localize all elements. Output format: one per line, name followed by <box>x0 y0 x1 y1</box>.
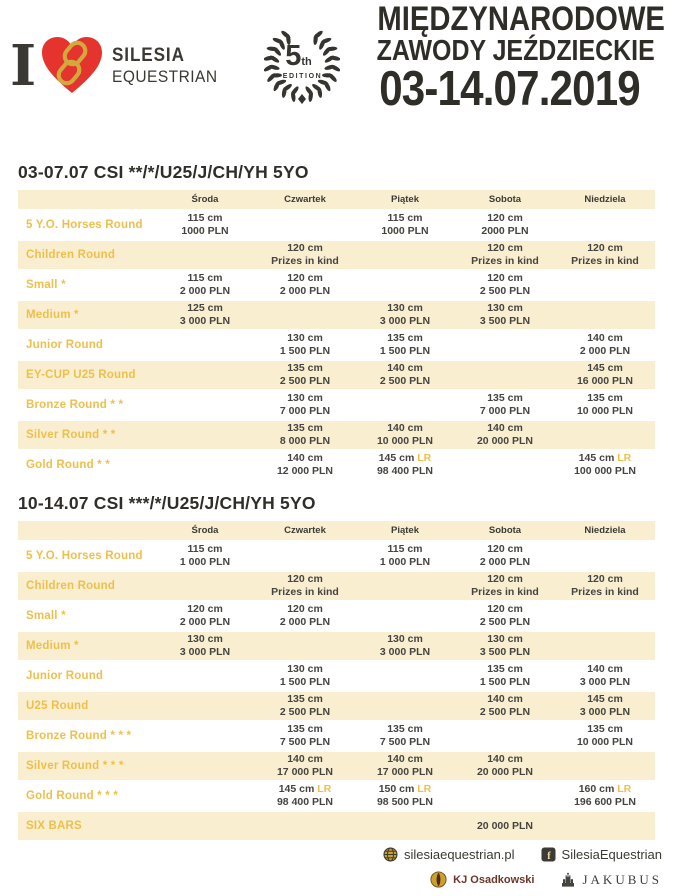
cell-height: 120 cm <box>287 603 323 615</box>
table-row <box>18 421 655 449</box>
schedule-cell <box>255 391 355 419</box>
cell-prize: 20 000 PLN <box>476 435 534 447</box>
schedule-cell <box>455 722 555 750</box>
footer-links-row <box>383 847 662 862</box>
jakubus-crest-icon <box>560 872 576 888</box>
late-registration-flag: LR <box>317 783 332 795</box>
schedule-cell <box>555 602 655 630</box>
schedule-cell <box>355 271 455 299</box>
schedule-cell <box>555 241 655 269</box>
cell-prize: 17 000 PLN <box>376 766 434 778</box>
cell-height: 130 cm <box>387 633 423 645</box>
sponsor-kj-osadkowski: KJ Osadkowski <box>453 873 535 886</box>
row-label: 5 Y.O. Horses Round <box>26 550 143 562</box>
cell-height: 120 cm <box>587 573 623 585</box>
heart-chain-icon <box>39 35 105 97</box>
day-header: Niedziela <box>584 525 626 536</box>
cell-height: 120 cm <box>287 242 323 254</box>
schedule-cell <box>555 572 655 600</box>
schedule-cell <box>555 421 655 449</box>
brand-name <box>112 46 224 86</box>
schedule-table-1 <box>18 190 655 479</box>
cell-height: 130 cm <box>387 302 423 314</box>
table-row <box>18 812 655 840</box>
cell-height: 120 cm <box>487 272 523 284</box>
cell-prize: Prizes in kind <box>471 586 539 598</box>
edition-caption: EDITION <box>282 73 323 80</box>
schedule-cell <box>555 662 655 690</box>
day-header: Sobota <box>488 525 522 536</box>
row-label: Small * <box>26 610 66 622</box>
schedule-cell <box>355 692 455 720</box>
cell-prize: 100 000 PLN <box>574 465 636 477</box>
schedule-cell <box>555 331 655 359</box>
schedule-cell <box>255 361 355 389</box>
schedule-cell <box>255 211 355 239</box>
cell-height: 115 cm <box>187 543 223 555</box>
row-label: Small * <box>26 279 66 291</box>
edition-number: 5th <box>285 40 312 72</box>
schedule-cell <box>455 602 555 630</box>
facebook-icon <box>541 847 556 862</box>
schedule-cell <box>255 752 355 780</box>
table-row <box>18 692 655 720</box>
schedule-cell <box>355 421 455 449</box>
cell-prize: 2 000 PLN <box>479 556 531 568</box>
table-row <box>18 301 655 329</box>
schedule-cell <box>355 331 455 359</box>
schedule-cell <box>155 271 255 299</box>
cell-height: 135 cm <box>587 723 623 735</box>
cell-height: 120 cm <box>487 212 523 224</box>
schedule-cell <box>355 542 455 570</box>
day-header: Piątek <box>391 525 419 536</box>
cell-prize: 2 000 PLN <box>579 345 631 357</box>
table-row <box>18 241 655 269</box>
day-header: Czwartek <box>284 525 326 536</box>
schedule-content <box>0 162 700 840</box>
cell-prize: 98 400 PLN <box>376 465 434 477</box>
cell-prize: 3 000 PLN <box>579 676 631 688</box>
schedule-cell <box>255 542 355 570</box>
cell-prize: 2 500 PLN <box>479 706 531 718</box>
cell-height: 140 cm <box>487 693 523 705</box>
schedule-cell <box>455 662 555 690</box>
cell-height: 160 cm LR <box>578 783 632 795</box>
cell-prize: 17 000 PLN <box>276 766 334 778</box>
facebook-link[interactable]: SilesiaEquestrian <box>561 847 662 862</box>
table-row <box>18 542 655 570</box>
cell-height: 120 cm <box>287 272 323 284</box>
cell-prize: 20 000 PLN <box>476 819 534 832</box>
table-row <box>18 602 655 630</box>
cell-height: 120 cm <box>487 543 523 555</box>
cell-height: 130 cm <box>487 633 523 645</box>
schedule-cell <box>355 752 455 780</box>
table-row <box>18 331 655 359</box>
website-link[interactable]: silesiaequestrian.pl <box>403 847 515 862</box>
cell-height: 140 cm <box>387 422 423 434</box>
schedule-cell <box>555 632 655 660</box>
cell-height: 135 cm <box>387 723 423 735</box>
schedule-cell <box>455 361 555 389</box>
late-registration-flag: LR <box>617 452 632 464</box>
schedule-cell <box>555 271 655 299</box>
day-header: Środa <box>191 525 219 536</box>
row-label: SIX BARS <box>26 820 82 832</box>
schedule-cell <box>155 211 255 239</box>
cell-height: 145 cm LR <box>578 452 632 464</box>
late-registration-flag: LR <box>417 452 432 464</box>
schedule-cell <box>155 421 255 449</box>
schedule-cell <box>555 542 655 570</box>
cell-height: 140 cm <box>287 753 323 765</box>
cell-height: 135 cm <box>487 392 523 404</box>
cell-height: 115 cm <box>187 272 223 284</box>
cell-prize: 2 500 PLN <box>479 285 531 297</box>
cell-height: 145 cm <box>587 693 623 705</box>
schedule-cell <box>555 451 655 479</box>
event-title-line2: ZAWODY JEŹDZIECKIE <box>376 35 655 67</box>
footer-sponsors-row <box>383 871 662 888</box>
cell-prize: Prizes in kind <box>271 255 339 267</box>
row-label: Bronze Round * * <box>26 399 124 411</box>
schedule-cell <box>255 812 355 840</box>
cell-prize: 10 000 PLN <box>376 435 434 447</box>
brand-name-equestrian: EQUESTRIAN <box>112 68 218 87</box>
schedule-cell <box>155 812 255 840</box>
table-row <box>18 211 655 239</box>
table-row <box>18 271 655 299</box>
cell-prize: 3 000 PLN <box>379 315 431 327</box>
cell-height: 150 cm LR <box>378 783 432 795</box>
cell-height: 140 cm <box>387 753 423 765</box>
schedule-cell <box>455 692 555 720</box>
schedule-cell <box>355 301 455 329</box>
schedule-cell <box>255 662 355 690</box>
day-header: Niedziela <box>584 194 626 205</box>
schedule-cell <box>555 782 655 810</box>
footer <box>383 847 662 888</box>
cell-height: 135 cm <box>587 392 623 404</box>
cell-height: 130 cm <box>287 663 323 675</box>
schedule-cell <box>155 361 255 389</box>
schedule-cell <box>555 692 655 720</box>
row-label: Children Round <box>26 249 116 261</box>
cell-prize: 2 500 PLN <box>279 375 331 387</box>
schedule-cell <box>355 361 455 389</box>
schedule-cell <box>555 361 655 389</box>
cell-prize: 3 000 PLN <box>179 646 231 658</box>
schedule-cell <box>455 782 555 810</box>
schedule-cell <box>555 722 655 750</box>
svg-text:f: f <box>546 850 551 862</box>
row-label-spacer <box>18 521 155 540</box>
table1-title: 03-07.07 CSI **/*/U25/J/CH/YH 5YO <box>18 162 309 182</box>
cell-prize: 3 500 PLN <box>479 315 531 327</box>
cell-prize: 20 000 PLN <box>476 766 534 778</box>
schedule-cell <box>555 812 655 840</box>
cell-prize: 7 000 PLN <box>479 405 531 417</box>
schedule-cell <box>155 451 255 479</box>
schedule-cell <box>355 241 455 269</box>
day-header: Sobota <box>488 194 522 205</box>
cell-prize: 98 400 PLN <box>276 796 334 808</box>
cell-prize: 1 000 PLN <box>179 556 231 568</box>
header <box>0 0 700 148</box>
row-label: Medium * <box>26 309 79 321</box>
schedule-cell <box>455 421 555 449</box>
cell-prize: 2 000 PLN <box>279 285 331 297</box>
edition-badge <box>264 24 340 108</box>
cell-prize: 1 500 PLN <box>479 676 531 688</box>
cell-height: 135 cm <box>287 362 323 374</box>
schedule-cell <box>455 301 555 329</box>
cell-prize: Prizes in kind <box>471 255 539 267</box>
cell-height: 120 cm <box>587 242 623 254</box>
cell-height: 140 cm <box>287 452 323 464</box>
cell-prize: 1000 PLN <box>381 225 429 237</box>
wreath-base-diamond <box>298 94 306 104</box>
cell-prize: 1 000 PLN <box>379 556 431 568</box>
table-row <box>18 662 655 690</box>
row-label: Medium * <box>26 640 79 652</box>
cell-height: 130 cm <box>187 633 223 645</box>
schedule-cell <box>355 722 455 750</box>
day-header: Czwartek <box>284 194 326 205</box>
cell-prize: 2 500 PLN <box>479 616 531 628</box>
schedule-cell <box>355 632 455 660</box>
schedule-cell <box>455 572 555 600</box>
schedule-cell <box>155 752 255 780</box>
cell-height: 135 cm <box>287 422 323 434</box>
schedule-cell <box>255 632 355 660</box>
laurel-leaf <box>281 30 292 40</box>
sponsor-jakubus: JAKUBUS <box>582 871 662 887</box>
row-label-spacer <box>18 190 155 209</box>
schedule-cell <box>355 211 455 239</box>
schedule-cell <box>255 722 355 750</box>
schedule-cell <box>255 572 355 600</box>
schedule-cell <box>155 241 255 269</box>
schedule-cell <box>155 301 255 329</box>
row-label: 5 Y.O. Horses Round <box>26 219 143 231</box>
row-label: U25 Round <box>26 700 89 712</box>
cell-prize: 98 500 PLN <box>376 796 434 808</box>
cell-prize: 2000 PLN <box>481 225 529 237</box>
logo-letter-i: I <box>10 33 37 99</box>
schedule-cell <box>155 391 255 419</box>
cell-prize: 8 000 PLN <box>279 435 331 447</box>
cell-prize: 3 000 PLN <box>179 315 231 327</box>
schedule-cell <box>455 271 555 299</box>
table-row <box>18 391 655 419</box>
row-label: Silver Round * * <box>26 429 116 441</box>
schedule-cell <box>155 692 255 720</box>
table2-title: 10-14.07 CSI ***/*/U25/J/CH/YH 5YO <box>18 493 316 513</box>
schedule-cell <box>155 782 255 810</box>
cell-height: 115 cm <box>187 212 223 224</box>
cell-height: 140 cm <box>387 362 423 374</box>
cell-height: 140 cm <box>487 753 523 765</box>
cell-prize: Prizes in kind <box>271 586 339 598</box>
cell-prize: 7 500 PLN <box>279 736 331 748</box>
schedule-cell <box>455 752 555 780</box>
cell-height: 130 cm <box>287 392 323 404</box>
cell-prize: 2 000 PLN <box>179 285 231 297</box>
schedule-cell <box>455 241 555 269</box>
schedule-cell <box>455 211 555 239</box>
schedule-cell <box>255 331 355 359</box>
schedule-section-2 <box>0 493 700 840</box>
cell-height: 120 cm <box>487 242 523 254</box>
cell-prize: 3 000 PLN <box>579 706 631 718</box>
row-label: Junior Round <box>26 339 104 351</box>
event-title <box>354 0 666 116</box>
event-dates: 03-14.07.2019 <box>379 62 641 116</box>
row-label: Junior Round <box>26 670 104 682</box>
schedule-cell <box>455 542 555 570</box>
cell-prize: Prizes in kind <box>571 586 639 598</box>
cell-prize: 16 000 PLN <box>576 375 634 387</box>
schedule-cell <box>255 271 355 299</box>
cell-height: 140 cm <box>587 663 623 675</box>
row-label: Gold Round * * * <box>26 790 118 802</box>
schedule-cell <box>355 391 455 419</box>
row-label: Bronze Round * * * <box>26 730 132 742</box>
cell-height: 115 cm <box>387 212 423 224</box>
cell-prize: 3 500 PLN <box>479 646 531 658</box>
row-label: EY-CUP U25 Round <box>26 369 136 381</box>
cell-prize: 1 500 PLN <box>379 345 431 357</box>
cell-height: 120 cm <box>287 573 323 585</box>
cell-prize: 3 000 PLN <box>379 646 431 658</box>
cell-height: 120 cm <box>487 603 523 615</box>
schedule-cell <box>155 662 255 690</box>
schedule-cell <box>355 572 455 600</box>
brand-logo <box>10 24 340 108</box>
globe-icon <box>383 847 398 862</box>
cell-prize: 1000 PLN <box>181 225 229 237</box>
schedule-cell <box>255 782 355 810</box>
schedule-cell <box>355 812 455 840</box>
schedule-cell <box>255 451 355 479</box>
table-header-row <box>18 190 655 209</box>
cell-height: 120 cm <box>187 603 223 615</box>
cell-height: 120 cm <box>487 573 523 585</box>
cell-height: 145 cm LR <box>378 452 432 464</box>
schedule-cell <box>155 632 255 660</box>
schedule-table-2 <box>18 521 655 840</box>
cell-prize: 7 500 PLN <box>379 736 431 748</box>
schedule-cell <box>455 391 555 419</box>
cell-height: 130 cm <box>287 332 323 344</box>
cell-prize: 2 500 PLN <box>279 706 331 718</box>
row-label: Silver Round * * * <box>26 760 124 772</box>
schedule-cell <box>455 331 555 359</box>
late-registration-flag: LR <box>617 783 632 795</box>
cell-height: 135 cm <box>487 663 523 675</box>
schedule-cell <box>255 692 355 720</box>
table-header-row <box>18 521 655 540</box>
brand-name-silesia: SILESIA <box>112 45 186 67</box>
cell-prize: 196 600 PLN <box>574 796 636 808</box>
schedule-cell <box>455 632 555 660</box>
schedule-cell <box>355 451 455 479</box>
cell-height: 145 cm LR <box>278 783 332 795</box>
cell-prize: 2 000 PLN <box>179 616 231 628</box>
cell-height: 135 cm <box>287 723 323 735</box>
cell-prize: 10 000 PLN <box>576 736 634 748</box>
schedule-cell <box>355 602 455 630</box>
late-registration-flag: LR <box>417 783 432 795</box>
row-label: Children Round <box>26 580 116 592</box>
schedule-cell <box>455 451 555 479</box>
table-row <box>18 361 655 389</box>
schedule-cell <box>355 662 455 690</box>
table-row <box>18 632 655 660</box>
table-row <box>18 722 655 750</box>
cell-height: 115 cm <box>387 543 423 555</box>
schedule-cell <box>255 301 355 329</box>
cell-prize: 7 000 PLN <box>279 405 331 417</box>
cell-prize: 10 000 PLN <box>576 405 634 417</box>
schedule-cell <box>255 602 355 630</box>
cell-prize: 12 000 PLN <box>276 465 334 477</box>
schedule-section-1 <box>0 162 700 479</box>
cell-prize: 2 000 PLN <box>279 616 331 628</box>
kj-osadkowski-leaf-icon <box>430 871 447 888</box>
schedule-cell <box>455 812 555 840</box>
laurel-leaf <box>313 30 324 40</box>
table-row <box>18 752 655 780</box>
cell-height: 140 cm <box>487 422 523 434</box>
cell-height: 130 cm <box>487 302 523 314</box>
table-row <box>18 782 655 810</box>
cell-prize: 1 500 PLN <box>279 345 331 357</box>
cell-prize: Prizes in kind <box>571 255 639 267</box>
cell-height: 125 cm <box>187 302 223 314</box>
cell-height: 135 cm <box>287 693 323 705</box>
schedule-cell <box>155 572 255 600</box>
day-header: Środa <box>191 194 219 205</box>
row-label: Gold Round * * <box>26 459 110 471</box>
cell-height: 135 cm <box>387 332 423 344</box>
table-row <box>18 572 655 600</box>
event-title-line1: MIĘDZYNARODOWE <box>377 0 665 38</box>
schedule-cell <box>555 301 655 329</box>
schedule-cell <box>155 542 255 570</box>
schedule-cell <box>555 391 655 419</box>
schedule-cell <box>155 331 255 359</box>
schedule-cell <box>255 421 355 449</box>
cell-prize: 1 500 PLN <box>279 676 331 688</box>
schedule-cell <box>155 602 255 630</box>
table-row <box>18 451 655 479</box>
cell-height: 140 cm <box>587 332 623 344</box>
schedule-cell <box>355 782 455 810</box>
schedule-cell <box>255 241 355 269</box>
schedule-cell <box>555 752 655 780</box>
cell-height: 145 cm <box>587 362 623 374</box>
schedule-cell <box>555 211 655 239</box>
cell-prize: 2 500 PLN <box>379 375 431 387</box>
schedule-cell <box>155 722 255 750</box>
day-header: Piątek <box>391 194 419 205</box>
